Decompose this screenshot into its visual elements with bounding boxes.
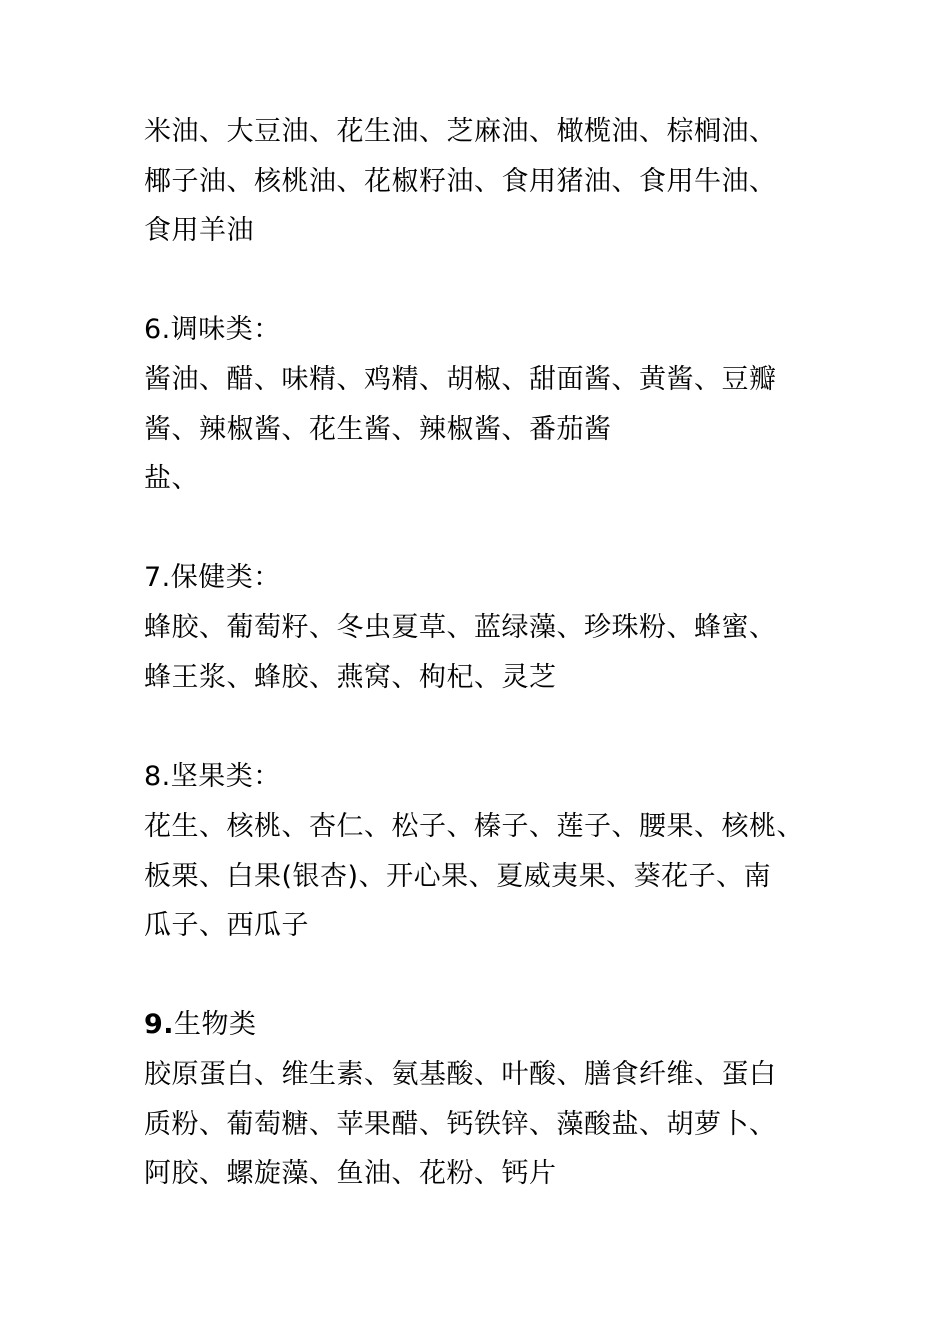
bio-line-1: 胶原蛋白、维生素、氨基酸、叶酸、膳食纤维、蛋白 <box>144 1059 777 1090</box>
health-line-2: 蜂王浆、蜂胶、燕窝、枸杞、灵芝 <box>144 662 557 693</box>
health-line-1: 蜂胶、葡萄籽、冬虫夏草、蓝绿藻、珍珠粉、蜂蜜、 <box>144 612 777 643</box>
nuts-line-3: 瓜子、西瓜子 <box>144 910 309 941</box>
nuts-heading: 8.坚果类： <box>144 761 281 792</box>
oils-line-1: 米油、大豆油、花生油、芝麻油、橄榄油、棕榈油、 <box>144 116 777 147</box>
condiments-line-3: 盐、 <box>144 463 199 494</box>
condiments-line-2: 酱、辣椒酱、花生酱、辣椒酱、番茄酱 <box>144 414 612 445</box>
condiments-heading: 6.调味类： <box>144 314 281 345</box>
oils-line-2: 椰子油、核桃油、花椒籽油、食用猪油、食用牛油、 <box>144 166 777 197</box>
bio-heading <box>144 1005 824 1045</box>
nuts-line-2: 板栗、白果(银杏)、开心果、夏威夷果、葵花子、南 <box>144 861 772 892</box>
nuts-line-1: 花生、核桃、杏仁、松子、榛子、莲子、腰果、核桃、 <box>144 811 804 842</box>
bio-line-2: 质粉、葡萄糖、苹果醋、钙铁锌、藻酸盐、胡萝卜、 <box>144 1109 777 1140</box>
health-heading: 7.保健类： <box>144 562 281 593</box>
bio-heading-text: 生物类 <box>174 1009 257 1040</box>
bio-heading-number: 9. <box>144 1009 175 1040</box>
oils-line-3: 食用羊油 <box>144 215 254 246</box>
condiments-line-1: 酱油、醋、味精、鸡精、胡椒、甜面酱、黄酱、豆瓣 <box>144 364 777 395</box>
bio-line-3: 阿胶、螺旋藻、鱼油、花粉、钙片 <box>144 1158 557 1189</box>
